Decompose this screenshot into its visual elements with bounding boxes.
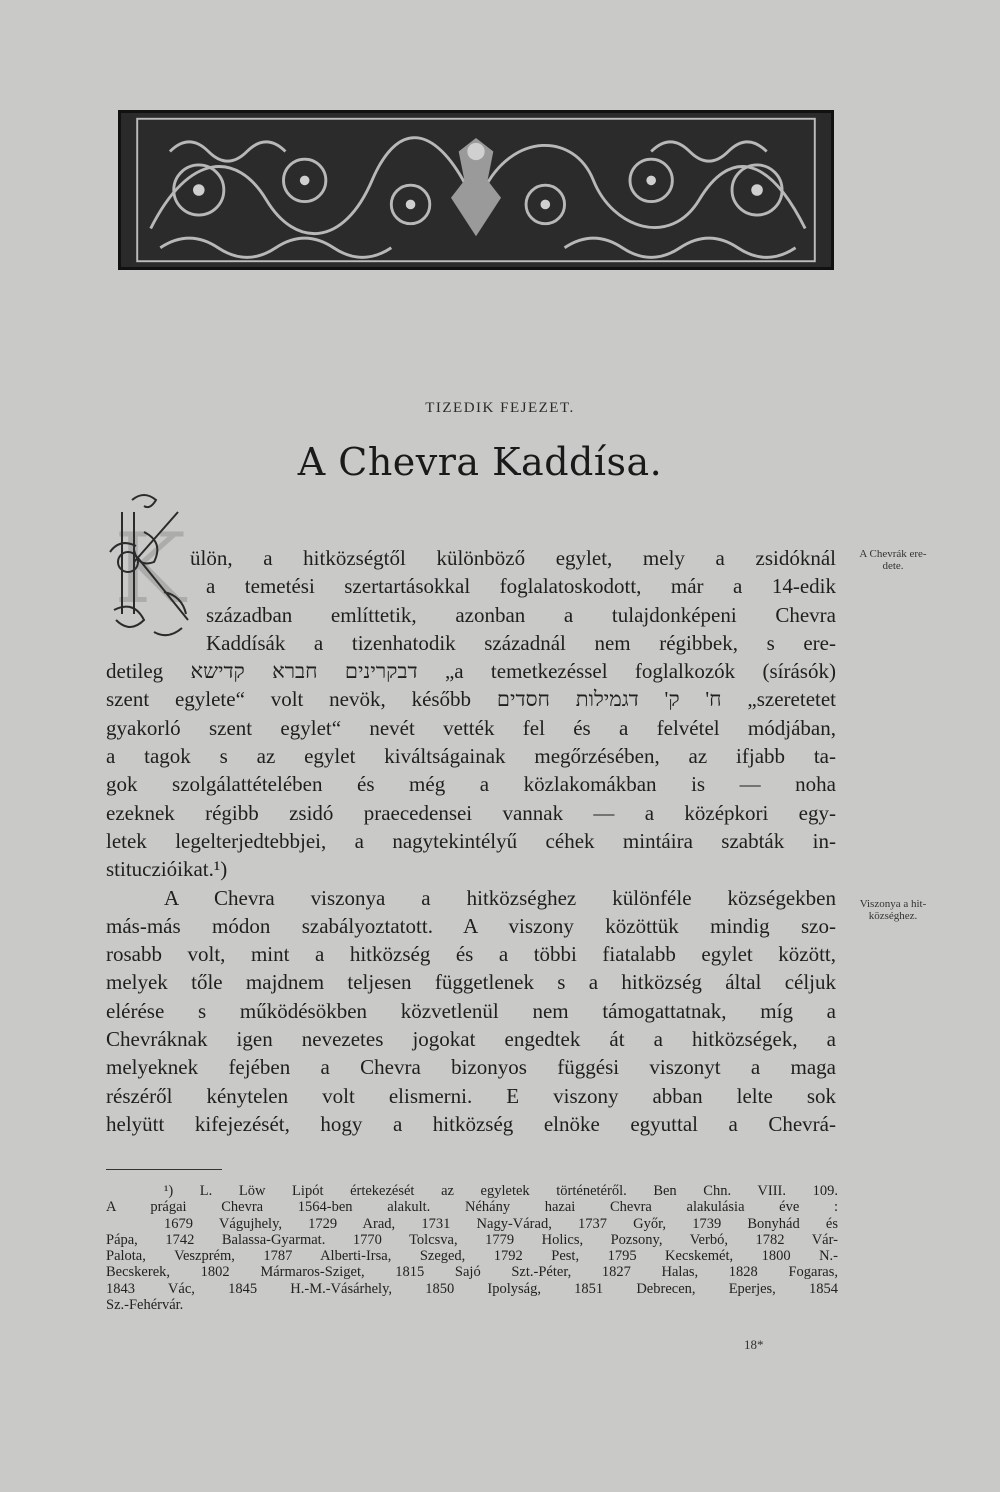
footnote-rule: [106, 1169, 222, 1170]
footnote-line: 1843 Vác, 1845 H.-M.-Vásárhely, 1850 Ipolyság, 1851 Debrecen, Eperjes, 1854: [106, 1280, 838, 1297]
body-line: elérése s működésökben közvetlenül nem támogattatnak, míg a: [106, 998, 836, 1023]
signature-mark: 18*: [744, 1337, 764, 1352]
footnote-line: Pápa, 1742 Balassa-Gyarmat. 1770 Tolcsva, 1779 Holics, Pozsony, Verbó, 1782 Vár-: [106, 1231, 838, 1248]
footnote-line: A prágai Chevra 1564-ben alakult. Néhány hazai Chevra alakulásia éve :: [106, 1199, 838, 1216]
body-line: században említtetik, azonban a tulajdonképeni Chevra: [206, 602, 836, 627]
body-line: a temetési szertartásokkal foglalatoskodott, már a 14-edik: [206, 574, 836, 599]
body-line: letek legelterjedtebbjei, a nagytekintélyű céhek mintáira szabták in-: [106, 828, 836, 853]
body-line: detileg דבקרינים חברא קדישא „a temetkezéssel foglalkozók (sírásók): [106, 659, 836, 684]
body-line: stituczióikat.¹): [106, 857, 228, 882]
body-line: részéről kénytelen volt elismerni. E viszony abban lelte sok: [106, 1083, 836, 1108]
body-line: gok szolgálattételében és még a közlakomákban is — noha: [106, 772, 836, 797]
body-line: szent egylete“ volt nevök, később ח' ק' דגמילות חסדים „szeretetet: [106, 687, 836, 712]
body-line: helyütt kifejezését, hogy a hitközség elnöke egyuttal a Chevrá-: [106, 1111, 836, 1136]
body-line: Chevráknak igen nevezetes jogokat engedtek át a hitközségek, a: [106, 1027, 836, 1052]
ornament-scrollwork-icon: [121, 113, 831, 267]
chapter-title: A Chevra Kaddísa.: [297, 440, 663, 484]
body-line: más-más módon szabályoztatott. A viszony közöttük mindig szo-: [106, 913, 836, 938]
body-line: gyakorló szent egylet“ nevét vették fel és a felvétel módjában,: [106, 715, 836, 740]
footnotes: [106, 1183, 838, 1313]
chapter-label: TIZEDIK FEJEZET.: [425, 400, 575, 416]
body-line: melyeknek fejében a Chevra bizonyos függési viszonyt a maga: [106, 1055, 836, 1080]
footnote-line: Palota, Veszprém, 1787 Alberti-Irsa, Szeged, 1792 Pest, 1795 Kecskemét, 1800 N.-: [106, 1248, 838, 1265]
body-line: a tagok s az egylet kiváltságainak megőrzésében, az ifjabb ta-: [106, 744, 836, 769]
footnote-line: Sz.-Fehérvár.: [106, 1297, 184, 1314]
footnote-line: 1679 Vágujhely, 1729 Arad, 1731 Nagy-Várad, 1737 Győr, 1739 Bonyhád és: [164, 1215, 838, 1232]
body-line: A Chevra viszonya a hitközséghez különféle községekben: [164, 885, 836, 910]
margin-note: A Chevrák ere- dete.: [859, 548, 927, 572]
body-text: [106, 544, 836, 1138]
initial-letter: K: [114, 513, 186, 625]
body-line: ülön, a hitközségtől különböző egylet, mely a zsidóknál: [190, 546, 836, 570]
margin-note: Viszonya a hit- községhez.: [859, 898, 927, 922]
body-line: rosabb volt, mint a hitközség és a többi fiatalabb egylet között,: [106, 942, 836, 967]
footnote-line: ¹) L. Löw Lipót értekezését az egyletek történetéről. Ben Chn. VIII. 109.: [164, 1183, 838, 1199]
body-line: melyek tőle majdnem teljesen függetlenek s a hitközség által céljuk: [106, 970, 836, 995]
footnote-line: Becskerek, 1802 Mármaros-Sziget, 1815 Sajó Szt.-Péter, 1827 Halas, 1828 Fogaras,: [106, 1264, 838, 1281]
body-line: ezeknek régibb zsidó praecedensei vannak — a középkori egy-: [106, 800, 836, 825]
ornamental-header-band: [118, 110, 834, 270]
body-line: Kaddísák a tizenhatodik századnál nem régibbek, s ere-: [206, 630, 836, 655]
